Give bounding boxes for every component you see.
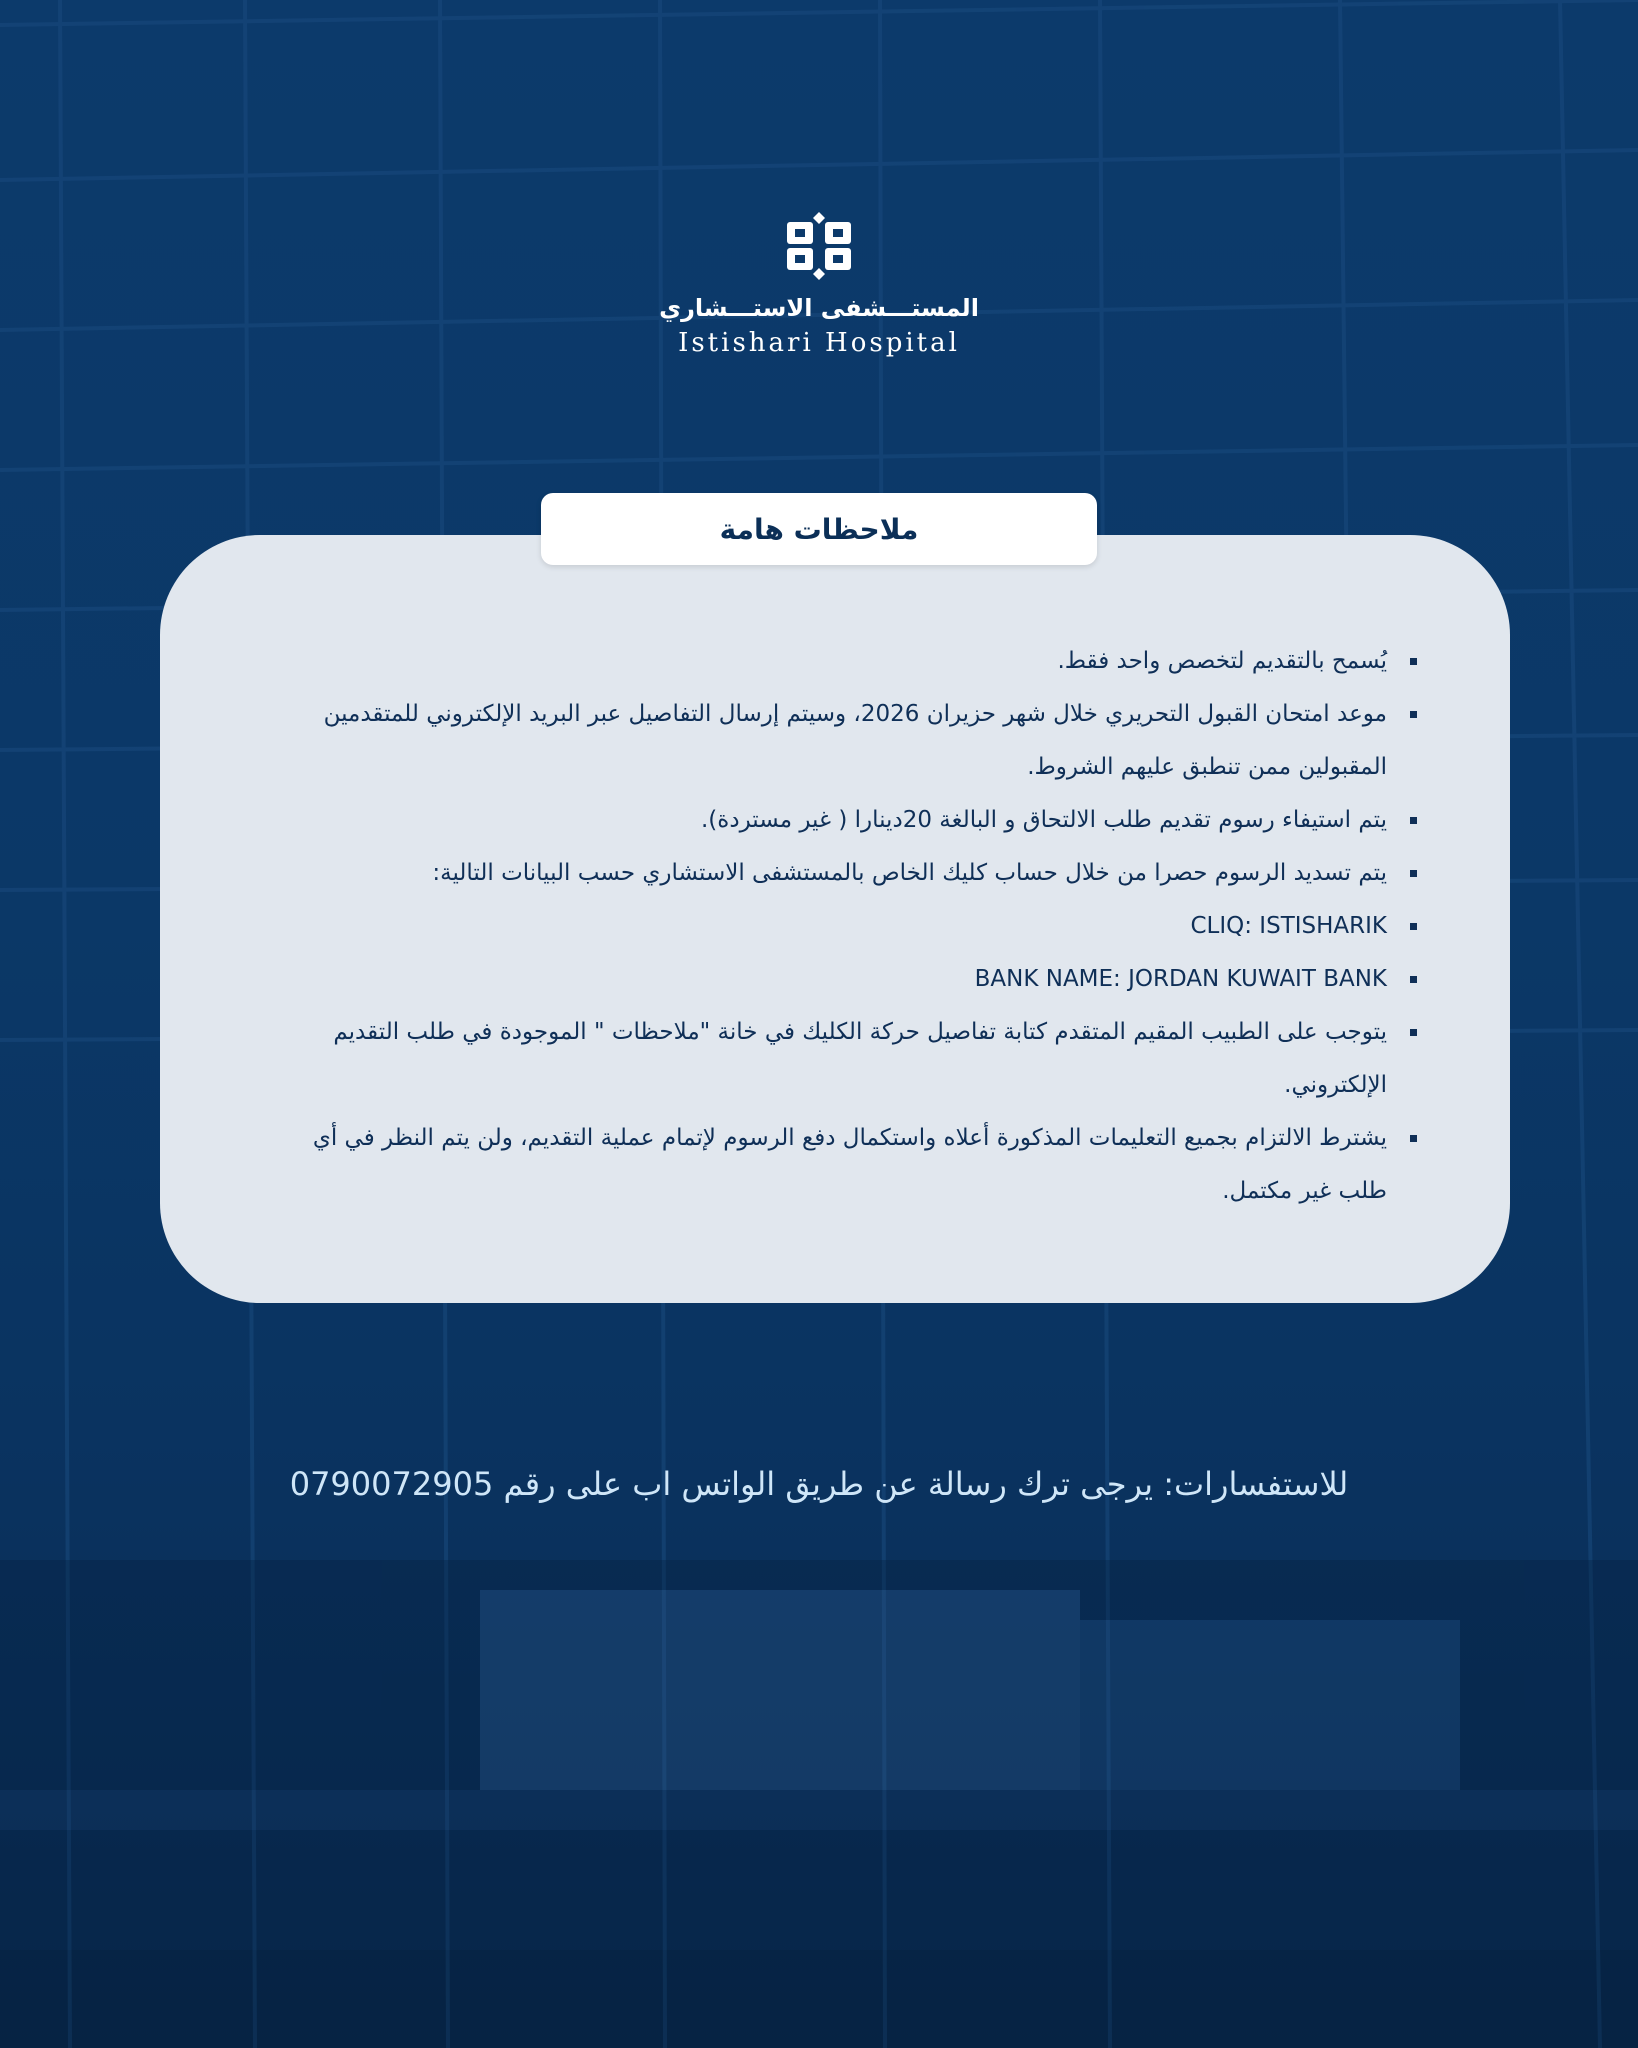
bullet-icon [1410, 817, 1417, 824]
notes-title-tab [541, 493, 1097, 565]
bank-name: BANK NAME: JORDAN KUWAIT BANK [974, 966, 1387, 992]
note-item [307, 1112, 1417, 1218]
hospital-logo [0, 210, 1638, 358]
hospital-name-arabic: المستـــشفى الاستـــشاري [659, 294, 979, 322]
notes-title: ملاحظات هامة [719, 512, 919, 546]
note-text: يتم استيفاء رسوم تقديم طلب الالتحاق و البالغة 20دينارا ( غير مستردة). [701, 807, 1387, 833]
note-text: موعد امتحان القبول التحريري خلال شهر حزيران 2026، وسيتم إرسال التفاصيل عبر البريد الإلكتروني للمتقدمين المقبولين ممن تنطبق عليهم الشروط. [323, 701, 1387, 780]
note-item-bank [307, 953, 1417, 1006]
bullet-icon [1410, 711, 1417, 718]
hospital-name-english: Istishari Hospital [678, 328, 960, 358]
note-item-cliq [307, 900, 1417, 953]
notes-card [160, 535, 1510, 1303]
note-item [307, 794, 1417, 847]
note-item [307, 635, 1417, 688]
bullet-icon [1410, 923, 1417, 930]
bullet-icon [1410, 1029, 1417, 1036]
notes-list [307, 635, 1417, 1218]
note-text: يتم تسديد الرسوم حصرا من خلال حساب كليك الخاص بالمستشفى الاستشاري حسب البيانات التالية: [432, 860, 1387, 886]
hospital-logo-icon [784, 210, 854, 282]
note-text: يشترط الالتزام بجميع التعليمات المذكورة أعلاه واستكمال دفع الرسوم لإتمام عملية التقديم، ولن يتم النظر في أي طلب غير مكتمل. [312, 1125, 1387, 1204]
note-item [307, 1006, 1417, 1112]
bullet-icon [1410, 976, 1417, 983]
bullet-icon [1410, 658, 1417, 665]
note-item [307, 847, 1417, 900]
bullet-icon [1410, 1135, 1417, 1142]
note-text: يُسمح بالتقديم لتخصص واحد فقط. [1057, 648, 1387, 674]
bullet-icon [1410, 870, 1417, 877]
note-text: يتوجب على الطبيب المقيم المتقدم كتابة تفاصيل حركة الكليك في خانة "ملاحظات " الموجودة في طلب التقديم الإلكتروني. [333, 1019, 1387, 1098]
note-item [307, 688, 1417, 794]
contact-info: للاستفسارات: يرجى ترك رسالة عن طريق الواتس اب على رقم 0790072905 [289, 1465, 1349, 1503]
cliq-alias: CLIQ: ISTISHARIK [1190, 913, 1387, 939]
